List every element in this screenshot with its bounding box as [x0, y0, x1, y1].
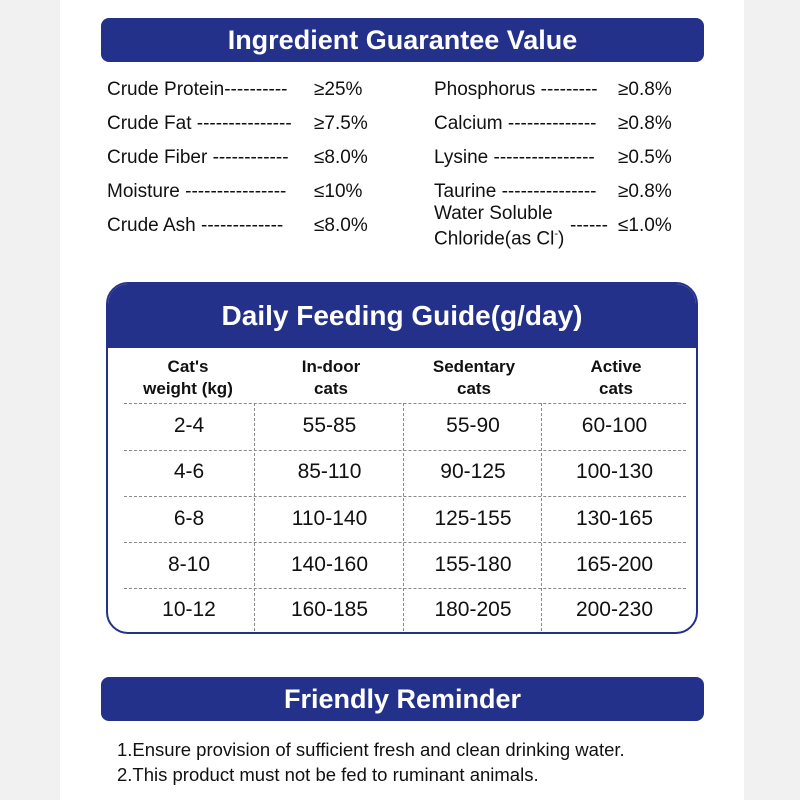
- reminder-item: 2.This product must not be fed to ruminant animals.: [117, 764, 539, 785]
- ingredient-name: Crude Protein----------: [107, 79, 288, 100]
- table-cell: 55-90: [446, 414, 500, 437]
- column-header-line: cats: [313, 379, 349, 398]
- ingredient-value: ≤8.0%: [314, 147, 368, 168]
- column-header-line: Sedentary: [432, 357, 516, 376]
- column-header-line: Active: [590, 357, 642, 376]
- row-divider: [124, 403, 686, 404]
- table-cell: 6-8: [173, 507, 205, 530]
- ingredient-value: ≤1.0%: [618, 215, 672, 236]
- ingredient-value: ≤10%: [314, 181, 363, 202]
- chloride-name: [434, 204, 564, 249]
- column-header-line: weight (kg): [143, 379, 233, 398]
- chloride-name-text: Chloride(as Cl: [434, 228, 555, 250]
- table-cell: 125-155: [434, 507, 512, 530]
- column-divider: [254, 403, 255, 634]
- column-divider: [541, 403, 542, 634]
- column-header-line: cats: [598, 379, 634, 398]
- column-header-line: cats: [456, 379, 492, 398]
- ingredient-value: ≥0.5%: [618, 147, 672, 168]
- row-divider: [124, 542, 686, 543]
- table-cell: 90-125: [440, 460, 506, 483]
- table-cell: 2-4: [173, 414, 205, 437]
- chloride-name-close: ): [558, 228, 565, 250]
- table-cell: 130-165: [575, 507, 654, 530]
- table-cell: 60-100: [581, 414, 648, 437]
- table-cell: 200-230: [575, 598, 654, 621]
- ingredient-value: ≥0.8%: [618, 113, 672, 134]
- row-divider: [124, 450, 686, 451]
- ingredient-value: ≥25%: [314, 79, 363, 100]
- ingredient-name: Phosphorus ---------: [434, 79, 598, 100]
- ingredient-title-banner: [101, 18, 704, 62]
- column-header-active: [546, 356, 686, 400]
- row-divider: [124, 588, 686, 589]
- row-divider: [124, 496, 686, 497]
- table-cell: 165-200: [575, 553, 654, 576]
- table-cell: 55-85: [302, 414, 357, 437]
- ingredient-name: Calcium --------------: [434, 113, 597, 134]
- ingredient-value: ≥0.8%: [618, 181, 672, 202]
- table-cell: 160-185: [290, 598, 369, 621]
- chloride-name-line1: Water Soluble: [434, 203, 553, 224]
- column-header-sedentary: [404, 356, 544, 400]
- column-header-indoor: [256, 356, 406, 400]
- chloride-name-line2: [434, 224, 564, 249]
- ingredient-name: Taurine ---------------: [434, 181, 597, 202]
- ingredient-name: Crude Ash -------------: [107, 215, 284, 236]
- reminder-title: Friendly Reminder: [283, 683, 522, 714]
- ingredient-value: ≥0.8%: [618, 79, 672, 100]
- ingredient-name: Moisture ----------------: [107, 181, 287, 202]
- table-cell: 155-180: [434, 553, 512, 576]
- reminder-title-banner: [101, 677, 704, 721]
- feeding-guide-table: [106, 282, 698, 634]
- feeding-guide-header: [108, 284, 696, 348]
- reminder-item: 1.Ensure provision of sufficient fresh and clean drinking water.: [117, 739, 625, 760]
- ingredient-value: ≤8.0%: [314, 215, 368, 236]
- table-cell: 85-110: [297, 460, 362, 483]
- column-header-line: In-door: [301, 357, 361, 376]
- table-cell: 180-205: [434, 598, 512, 621]
- chloride-superscript: -: [554, 228, 559, 240]
- column-divider: [403, 403, 404, 634]
- ingredient-title: Ingredient Guarantee Value: [227, 24, 578, 55]
- ingredient-value: ≥7.5%: [314, 113, 368, 134]
- ingredient-name: Crude Fiber ------------: [107, 147, 289, 168]
- table-cell: 100-130: [575, 460, 654, 483]
- ingredient-name: Crude Fat ---------------: [107, 113, 292, 134]
- table-cell: 8-10: [167, 553, 211, 576]
- table-cell: 140-160: [290, 553, 369, 576]
- column-header-weight: [128, 356, 248, 400]
- table-cell: 10-12: [162, 598, 216, 621]
- column-header-line: Cat's: [167, 357, 209, 376]
- ingredient-name: Lysine ----------------: [434, 147, 595, 168]
- chloride-dashes: ------: [570, 215, 608, 236]
- table-cell: 4-6: [173, 460, 205, 483]
- table-cell: 110-140: [291, 507, 368, 530]
- feeding-guide-title: Daily Feeding Guide(g/day): [221, 300, 583, 331]
